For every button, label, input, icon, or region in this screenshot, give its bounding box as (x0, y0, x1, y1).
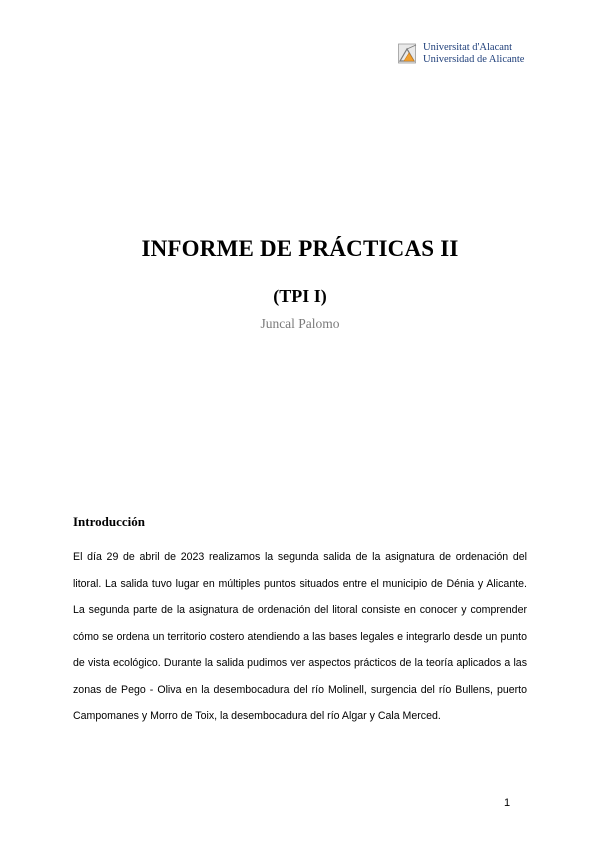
university-name-valencian: Universitat d'Alacant (423, 42, 513, 53)
university-name-spanish: Universidad de Alicante (423, 54, 525, 65)
document-subtitle: (TPI I) (273, 286, 327, 306)
university-name (423, 42, 524, 66)
document-title: INFORME DE PRÁCTICAS II (141, 236, 459, 261)
page-number: 1 (504, 797, 511, 809)
section-heading-introduction: Introducción (73, 514, 145, 529)
university-logo (398, 42, 538, 70)
document-author: Juncal Palomo (260, 316, 340, 331)
introduction-paragraph: El día 29 de abril de 2023 realizamos la segunda salida de la asignatura de ordenación del litoral. La salida tuvo lugar en múltiples puntos situados entre el municipio de Dénia y Alicante. La segunda parte de la asignatura de ordenación del litoral consiste en conocer y comprender cómo se ordena un territorio costero atendiendo a las bases legales e integrarlo desde un punto de vista ecológico. Durante la salida pudimos ver aspectos prácticos de la teoría aplicados a las zonas de Pego - Oliva en la desembocadura del río Molinell, surgencia del río Bullens, puerto Campomanes y Morro de Toix, la desembocadura del río Algar y Cala Merced. (73, 551, 527, 722)
university-logo-icon (398, 42, 418, 66)
